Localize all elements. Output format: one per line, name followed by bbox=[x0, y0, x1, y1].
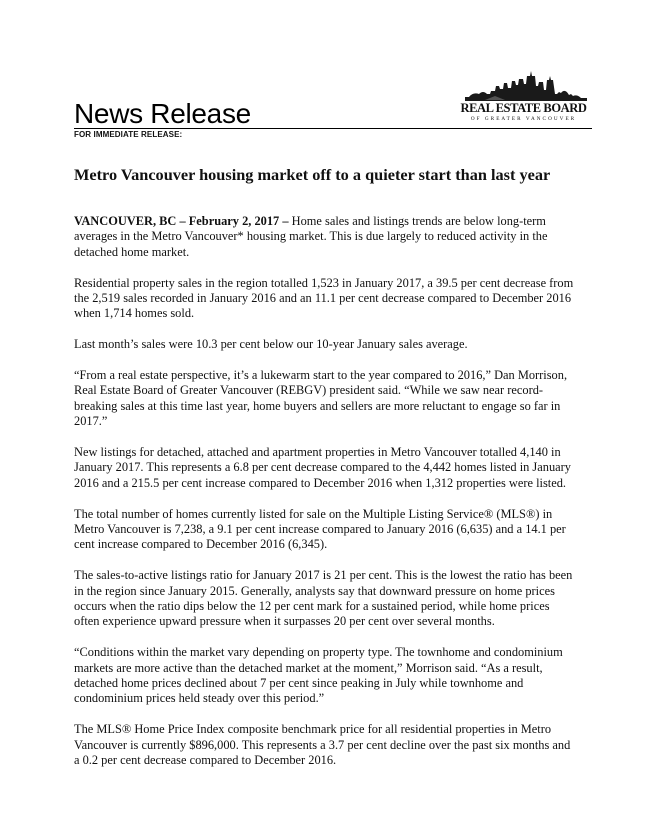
paragraph-sales-average: Last month’s sales were 10.3 per cent below our 10-year January sales average. bbox=[74, 337, 468, 352]
paragraph-total-listings: The total number of homes currently listed for sale on the Multiple Listing Service® (MLS®) in Metro Vancouver is 7,238, a 9.1 per cent increase compared to January 2016 (6,635) and a 14.1 per cent increase compared to December 2016 (6,345). bbox=[74, 506, 566, 552]
logo-subtitle: OF GREATER VANCOUVER bbox=[470, 116, 577, 122]
paragraph-lead bbox=[74, 214, 574, 260]
paragraph-sales: Residential property sales in the region totalled 1,523 in January 2017, a 39.5 per cent decrease from the 2,519 sales recorded in January 2016 and an 11.1 per cent decrease compared to December 2016 when 1,714 homes sold. bbox=[74, 275, 574, 321]
release-label: FOR IMMEDIATE RELEASE: bbox=[74, 130, 183, 139]
headline: Metro Vancouver housing market off to a quieter start than last year bbox=[74, 165, 551, 184]
paragraph-new-listings: New listings for detached, attached and apartment properties in Metro Vancouver totalled 4,140 in January 2017. This represents a 6.8 per cent decrease compared to the 4,442 homes listed in January 2016 and a 215.5 per cent increase compared to December 2016 when 1,312 properties were listed. bbox=[74, 445, 571, 490]
lead-text: Home sales and listings trends are below long-term averages in the Metro Vancouver* housing market. This is due largely to reduced activity in the detached home market. bbox=[74, 214, 548, 259]
city-skyline-icon bbox=[465, 68, 587, 102]
paragraph-benchmark-price: The MLS® Home Price Index composite benchmark price for all residential properties in Metro Vancouver is currently $896,000. This represents a 3.7 per cent decline over the past six months and a 0.2 per cent decrease compared to December 2016. bbox=[74, 722, 571, 768]
dateline: VANCOUVER, BC – February 2, 2017 – bbox=[74, 214, 289, 228]
paragraph-sales-ratio: The sales-to-active listings ratio for January 2017 is 21 per cent. This is the lowest the ratio has been in the region since January 2015. Generally, analysts say that downward pressure on home prices occurs when the ratio dips below the 12 per cent mark for a sustained period, while home prices often experience upward pressure when it surpasses 20 per cent over several months. bbox=[74, 568, 573, 629]
rebgv-logo bbox=[455, 68, 595, 130]
paragraph-president-quote: “From a real estate perspective, it’s a lukewarm start to the year compared to 2016,” Dan Morrison, Real Estate Board of Greater Vancouver (REBGV) president said. “While we saw near record-breaking sales at this time last year, home buyers and sellers are more reluctant to engage so far in 2017.” bbox=[74, 368, 568, 429]
logo-name: REAL ESTATE BOARD bbox=[460, 101, 587, 115]
page-title: News Release bbox=[74, 98, 251, 129]
paragraph-conditions-quote: “Conditions within the market vary depending on property type. The townhome and condominium markets are more active than the detached market at the moment,” Morrison said. “As a result, detached home prices declined about 7 per cent since peaking in July while townhome and condominium prices held steady over this period.” bbox=[74, 645, 563, 706]
article-body bbox=[74, 214, 574, 784]
